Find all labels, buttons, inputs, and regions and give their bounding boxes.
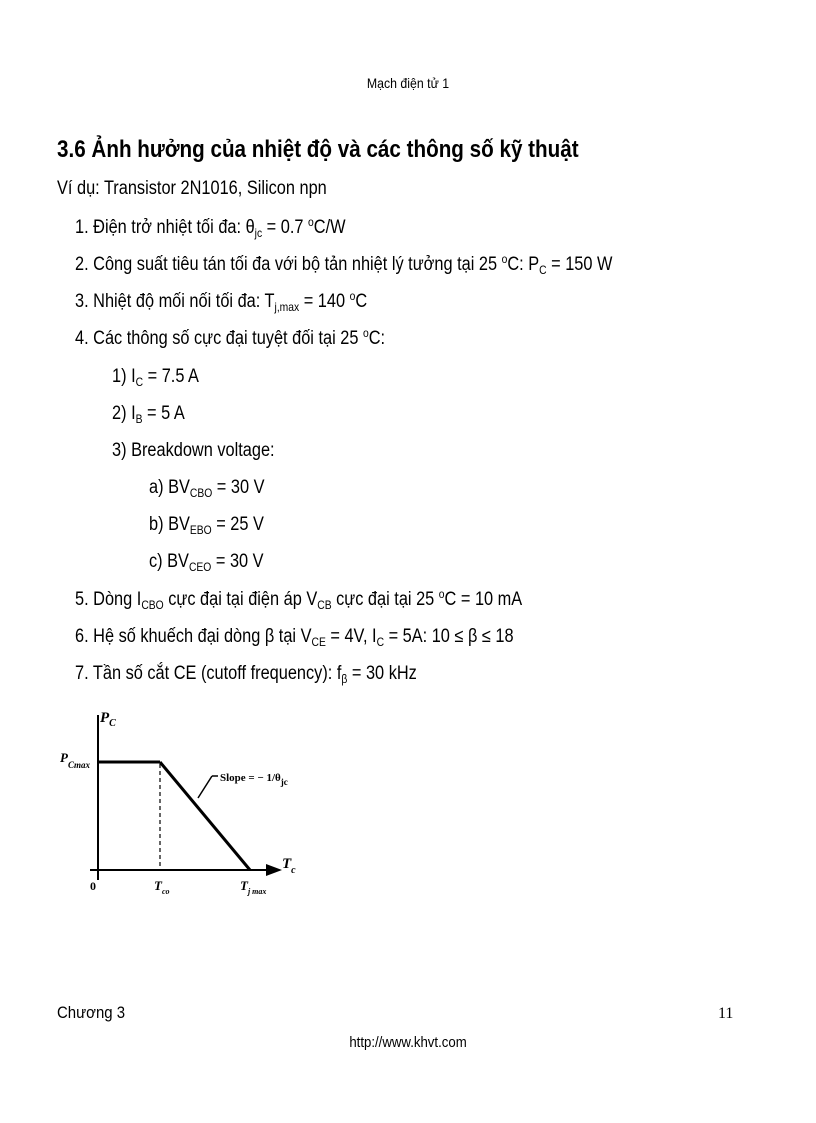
spec-item-4-3: 3) Breakdown voltage: (112, 440, 275, 461)
spec-item-4: 4. Các thông số cực đại tuyệt đối tại 25 $^o$C: (75, 326, 386, 349)
origin-label: 0 (90, 879, 96, 893)
chapter-label: Chương 3 (57, 1003, 126, 1022)
spec-item-4-2: 2) $I_B = 5$ A (112, 403, 185, 426)
y-axis-label: $P_C$ (100, 710, 116, 729)
power-derating-figure (60, 700, 320, 920)
tjmax-label: $T_{j max}$ (240, 878, 267, 896)
x-axis-arrowhead (266, 864, 282, 876)
spec-item-6: 6. Hệ số khuếch đại dòng β tại $V_{CE} = 4V$, $I_C = 5A$: 10 ≤ β ≤ 18 (75, 626, 514, 649)
page-number: 11 (718, 1005, 734, 1022)
section-title: 3.6 Ảnh hưởng của nhiệt độ và các thông số kỹ thuật (57, 136, 579, 163)
footer-url[interactable]: http://www.khvt.com (349, 1034, 467, 1051)
pcmax-label: $P_{Cmax}$ (60, 750, 90, 770)
spec-item-4-3-b: b) $BV_{EBO} = 25$ V (149, 514, 264, 537)
page-header: Mạch điện tử 1 (366, 75, 450, 91)
example-line: Ví dụ: Transistor 2N1016, Silicon npn (57, 178, 327, 199)
spec-item-5: 5. Dòng $I_{CBO}$ cực đại tại điện áp $V_{CB}$ cực đại tại 25 $^o$C = 10 mA (75, 587, 523, 612)
tco-label: $T_{co}$ (154, 878, 170, 896)
spec-item-4-3-c: c) $BV_{CEO} = 30$ V (149, 551, 264, 574)
x-axis-label: $T_c$ (282, 856, 296, 876)
spec-item-7: 7. Tần số cắt CE (cutoff frequency): $f_\beta = 30$ kHz (75, 663, 417, 686)
spec-item-4-1: 1) $I_C = 7.5$ A (112, 366, 199, 389)
spec-item-1: 1. Điện trở nhiệt tối đa: $\theta_{jc} = 0.7$ $^o$C/W (75, 215, 346, 240)
slope-leader-line (198, 776, 212, 798)
spec-item-3: 3. Nhiệt độ mối nối tối đa: $T_{j,max} = 140$ $^o$C (75, 289, 368, 314)
slope-label: Slope = − $1/\theta_{jc}$ (220, 772, 288, 787)
spec-item-4-3-a: a) $BV_{CBO} = 30$ V (149, 477, 265, 500)
spec-item-2: 2. Công suất tiêu tán tối đa với bộ tản nhiệt lý tưởng tại 25 $^o$C: $P_C = 150$ W (75, 252, 613, 277)
